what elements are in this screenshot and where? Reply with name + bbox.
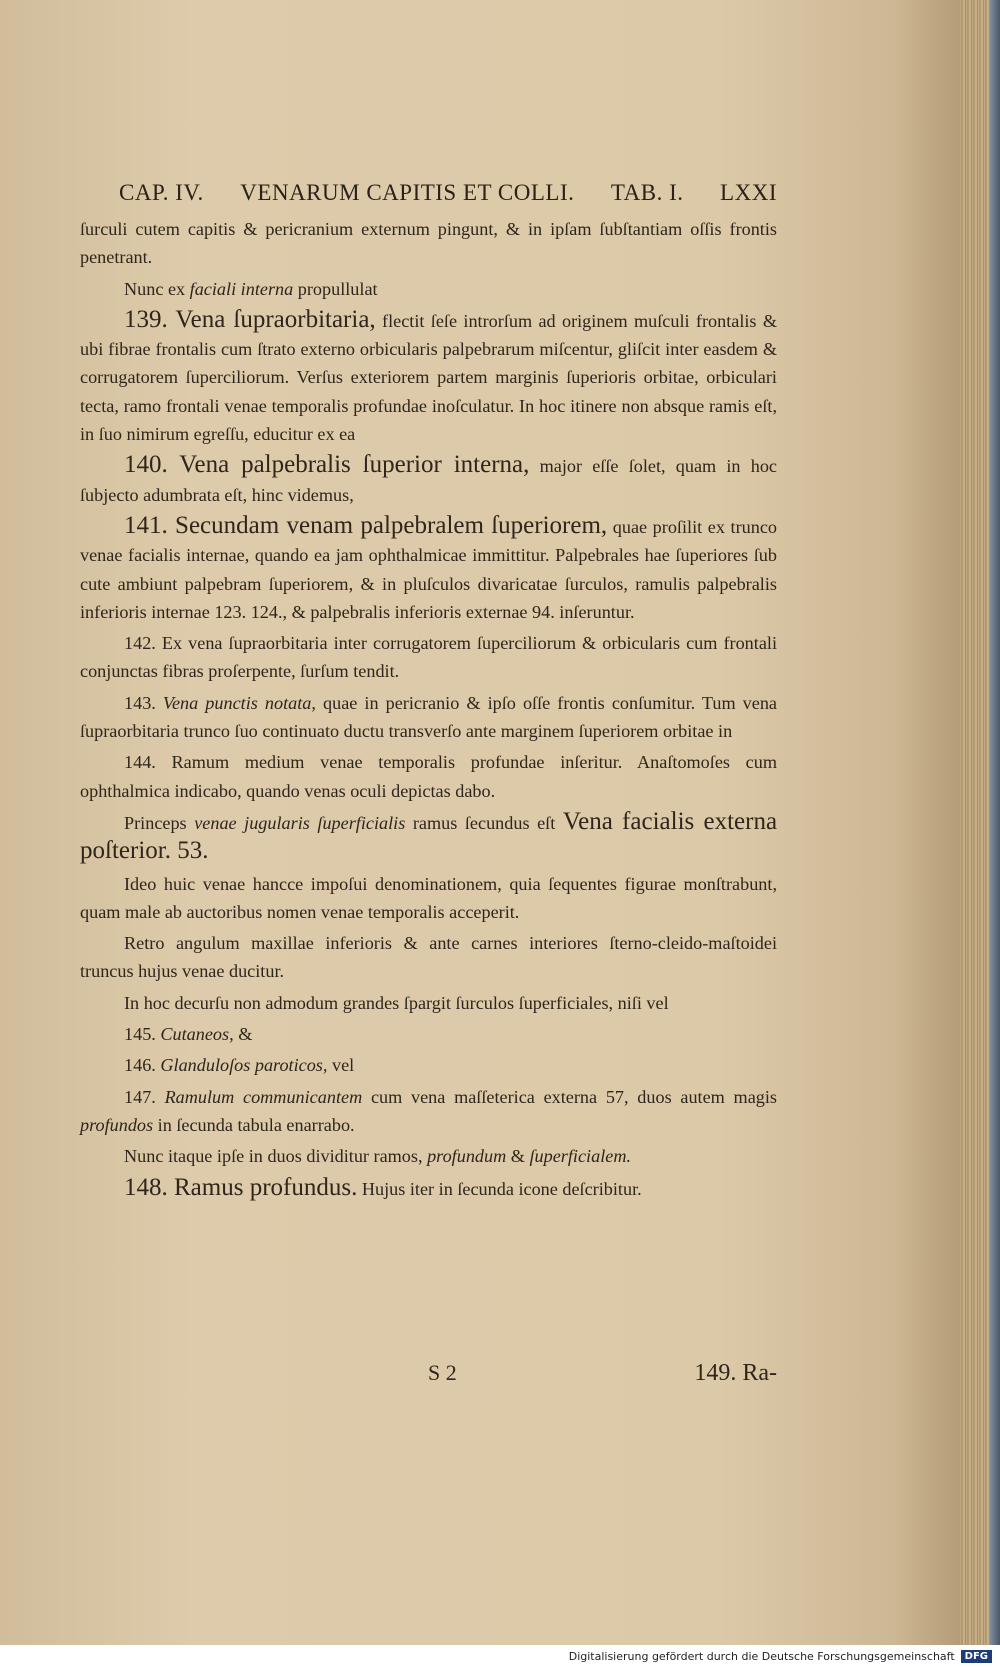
text-run: Ideo huic venae hancce impoſui denominationem, quia ſequentes figurae monſtrabunt, quam male ab auctoribus nomen venae temporalis acceperit. <box>80 873 777 922</box>
folio-number: LXXI <box>720 180 777 205</box>
text-run: Retro angulum maxillae inferioris & ante carnes interiores ſterno-cleido-maſtoidei truncus hujus venae ducitur. <box>80 933 777 982</box>
text-run: 147. <box>124 1086 156 1107</box>
text-run: Nunc itaque ipſe in duos dividitur ramos, <box>124 1146 423 1167</box>
paragraph <box>80 748 777 805</box>
book-page-edges <box>960 0 1000 1645</box>
text-run: quae in pericranio & ipſo oſſe frontis conſumitur. Tum vena ſupraorbitaria trunco ſuo continuato ductu transverſo ante marginem ſuperiorem orbitae in <box>80 692 778 742</box>
paragraph <box>80 629 777 686</box>
paragraph <box>80 1142 777 1170</box>
text-run: Princeps <box>124 812 187 833</box>
text-run: flectit ſeſe introrſum ad originem muſculi frontalis & ubi fibrae frontalis cum ſtrato externo orbicularis palpebrarum miſcentur, gliſcit inter easdem & corrugatorem ſuperciliorum. Verſus exteriorem partem marginis ſuperioris orbitae, orbiculari tecta, ramo frontali venae temporalis profundae inoſculatur. In hoc itinere non absque ramis eſt, in ſuo nimirum egreſſu, educitur ex ea <box>80 310 778 445</box>
text-run: & <box>238 1024 253 1045</box>
paragraph <box>80 689 777 746</box>
heading-run: Vena facialis externa poſterior. 53. <box>80 807 778 865</box>
text-run: 145. <box>124 1024 156 1045</box>
text-run: in ſecunda tabula enarrabo. <box>157 1114 355 1135</box>
running-head <box>119 180 777 206</box>
text-run: ramus ſecundus eſt <box>412 812 556 833</box>
text-run: 146. <box>124 1055 156 1076</box>
running-head-chapter: CAP. IV. <box>119 180 204 205</box>
paragraph <box>80 808 777 867</box>
paragraph <box>80 1051 777 1079</box>
paragraph <box>80 1174 777 1203</box>
running-head-table: TAB. I. <box>610 180 684 205</box>
body-text <box>80 215 777 1206</box>
heading-run: 139. Vena ſupraorbitaria, <box>124 305 376 333</box>
paragraph <box>80 1083 777 1140</box>
italic-run: profundos <box>80 1114 154 1135</box>
text-run: Hujus iter in ſecunda icone deſcribitur. <box>361 1178 642 1199</box>
heading-run: 140. Vena palpebralis ſuperior interna, <box>124 451 530 479</box>
paragraph <box>80 929 777 986</box>
italic-run: venae jugularis ſuperficialis <box>194 812 406 833</box>
italic-run: profundum <box>427 1146 507 1167</box>
paragraph <box>80 275 777 303</box>
italic-run: ſuperficialem. <box>529 1146 632 1167</box>
heading-run: 141. Secundam venam palpebralem ſuperiorem, <box>124 511 608 539</box>
paragraph <box>80 989 777 1017</box>
italic-run: Cutaneos, <box>160 1024 234 1045</box>
italic-run: faciali interna <box>189 278 294 299</box>
text-run: In hoc decurſu non admodum grandes ſpargit ſurculos ſuperficiales, niſi vel <box>124 992 669 1013</box>
catchword: 149. Ra- <box>694 1360 777 1386</box>
text-run: Nunc ex <box>124 278 186 299</box>
text-run: vel <box>331 1055 355 1076</box>
italic-run: Glanduloſos paroticos, <box>160 1055 328 1076</box>
paragraph <box>80 451 777 509</box>
page-foot <box>80 1360 777 1392</box>
paragraph <box>80 870 777 927</box>
digitization-credit: Digitalisierung gefördert durch die Deutsche Forschungsgemeinschaft <box>568 1649 955 1663</box>
text-run: 142. Ex vena ſupraorbitaria inter corrugatorem ſuperciliorum & orbicularis cum frontali conjunctas fibras proſerpente, ſurſum tendit. <box>80 633 777 682</box>
paragraph <box>80 306 777 448</box>
running-head-title: VENARUM CAPITIS ET COLLI. <box>240 180 575 205</box>
text-run: 144. Ramum medium venae temporalis profundae inſeritur. Anaſtomoſes cum ophthalmica indicabo, quando venas oculi depictas dabo. <box>80 752 777 801</box>
text-run: cum vena maſſeterica externa 57, duos autem magis <box>370 1086 777 1107</box>
paragraph <box>80 1020 777 1048</box>
paragraph <box>80 215 777 272</box>
dfg-logo-icon[interactable]: DFG <box>961 1650 992 1663</box>
text-run: propullulat <box>297 278 378 299</box>
paragraph <box>80 512 777 626</box>
italic-run: Ramulum communicantem <box>164 1086 363 1107</box>
italic-run: Vena punctis notata, <box>162 692 316 713</box>
text-run: 143. <box>124 692 156 713</box>
digitization-bar <box>0 1645 1000 1667</box>
text-run: & <box>510 1146 525 1167</box>
text-run: quae proſilit ex trunco venae facialis internae, quando ea jam ophthalmicae immittitur. Palpebrales hae ſuperiores ſub cute ambiunt palpebram ſuperiorem, & in pluſculos divaricatae ſurculos, ramulis palpebralis inferioris internae 123. 124., & palpebralis inferioris externae 94. inſeruntur. <box>80 516 777 622</box>
heading-run: 148. Ramus profundus. <box>124 1173 358 1201</box>
text-run: ſurculi cutem capitis & pericranium externum pingunt, & in ipſam ſubſtantiam oſſis frontis penetrant. <box>80 219 777 268</box>
signature-mark: S 2 <box>428 1360 457 1385</box>
text-run: major eſſe ſolet, quam in hoc ſubjecto adumbrata eſt, hinc videmus, <box>80 456 777 505</box>
